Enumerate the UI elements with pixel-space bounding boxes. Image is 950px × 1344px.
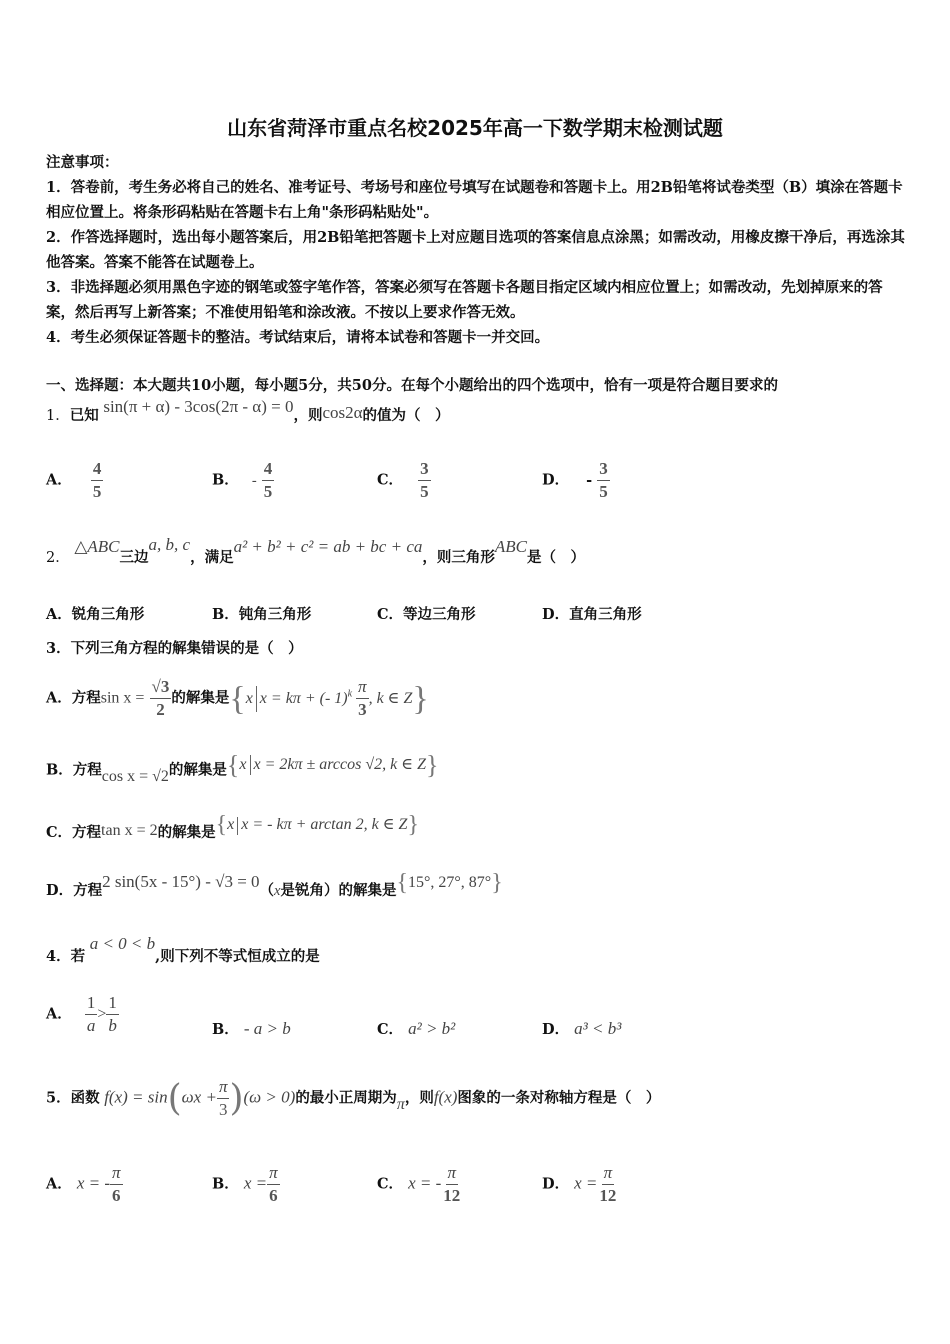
brace-left: { (215, 812, 228, 838)
q4-number: 4．若 (46, 948, 86, 965)
q1-option-a[interactable] (46, 458, 103, 503)
option-fraction (418, 458, 431, 503)
question-5 (46, 1076, 660, 1121)
option-fraction (106, 992, 119, 1037)
q2-option-d[interactable]: D．直角三角形 (542, 606, 642, 623)
option-text: 的解集是 (168, 761, 227, 779)
fraction-denominator: 12 (599, 1186, 617, 1205)
note-item: 3．非选择题必须用黑色字迹的钢笔或签字笔作答，答案必须写在答题卡各题目指定区域内相应位置上；如需改动，先划掉原来的答案，然后再写上新答案；不准使用铅笔和涂改液。不按以上要求作答无效。 (46, 279, 883, 321)
fraction-denominator: 6 (269, 1186, 278, 1205)
set-exponent: k (347, 688, 353, 700)
q1-target: cos2α (322, 403, 363, 422)
option-label: C． (377, 1175, 404, 1193)
fraction-numerator: 1 (85, 992, 98, 1015)
fraction-numerator: 4 (91, 458, 104, 481)
option-label: C． (377, 471, 404, 489)
question-2 (46, 535, 585, 567)
set-fraction (356, 676, 369, 721)
question-1 (46, 397, 450, 425)
option-text: 是锐角）的解集是 (280, 882, 397, 900)
fraction-denominator: 5 (92, 482, 102, 501)
set-expression: x = - kπ + arctan 2, k ∈ Z (241, 816, 408, 834)
option-label: A． (46, 1175, 72, 1193)
fraction-denominator: 5 (599, 482, 608, 501)
q5-option-c[interactable] (377, 1162, 462, 1207)
set-variable: x (239, 755, 247, 773)
fraction-numerator: π (602, 1162, 615, 1185)
option-expression: - a > b (243, 1019, 291, 1038)
option-text: （ (259, 882, 275, 900)
option-label: B． (212, 1175, 239, 1193)
q4-post: ,则下列不等式恒成立的是 (155, 948, 320, 965)
q3-option-d[interactable] (46, 870, 503, 905)
option-label: B．方程 (46, 761, 102, 779)
set-variable: x (227, 816, 235, 834)
q2-name: ABC (494, 537, 527, 556)
q2-text: ，满足 (190, 549, 234, 566)
option-prefix: x = (243, 1173, 268, 1193)
solution-set (396, 870, 503, 896)
brace-right: } (407, 812, 419, 838)
equation-fraction (150, 676, 172, 721)
page-title: 山东省菏泽市重点名校2025年高一下数学期末检测试题 (227, 116, 723, 140)
q1-formula: sin(π + α) - 3cos(2π - α) = 0 (103, 397, 294, 416)
set-bar (237, 817, 238, 835)
q2-sides: a, b, c (148, 535, 191, 554)
q1-option-b[interactable] (212, 458, 274, 503)
greater-than: > (97, 1005, 107, 1023)
option-label: A． (46, 1005, 72, 1023)
option-fraction (267, 1162, 280, 1207)
q1-post: 的值为（ ） (362, 407, 450, 424)
option-label: C． (377, 1021, 404, 1038)
question-3 (46, 637, 303, 658)
note-item: 1．答卷前，考生务必将自己的姓名、准考证号、考场号和座位号填写在试题卷和答题卡上。用2B铅笔将试卷类型（B）填涂在答题卡相应位置上。将条形码粘贴在答题卡右上角"条形码粘贴处"。 (46, 179, 903, 221)
note-item: 2．作答选择题时，选出每小题答案后，用2B铅笔把答题卡上对应题目选项的答案信息点涂黑；如需改动，用橡皮擦干净后，再选涂其他答案。答案不能答在试题卷上。 (46, 229, 905, 271)
fraction-denominator: 6 (112, 1186, 121, 1205)
paren-left: ( (167, 1078, 182, 1119)
option-prefix: x = - (76, 1173, 111, 1193)
q5-number: 5．函数 (46, 1089, 100, 1107)
q2-text: ，则三角形 (422, 549, 495, 566)
fraction-numerator: 3 (418, 458, 431, 481)
q5-option-a[interactable] (46, 1162, 123, 1207)
fraction-numerator: π (356, 676, 369, 699)
fraction-numerator: 4 (262, 458, 275, 481)
option-text: 的解集是 (171, 689, 230, 707)
option-fraction (597, 1162, 618, 1207)
q2-text: 三边 (119, 549, 149, 566)
option-label: D．方程 (46, 882, 103, 900)
q5-period: π (396, 1095, 405, 1113)
brace-right: } (412, 679, 429, 717)
option-expression: a³ < b³ (574, 1019, 622, 1038)
fraction-numerator: π (446, 1162, 459, 1185)
q1-pre: 已知 (69, 407, 99, 424)
set-bar (256, 686, 257, 712)
option-fraction (85, 992, 98, 1037)
q2-text: 是（ ） (526, 549, 585, 566)
note-item: 4．考生必须保证答题卡的整洁。考试结束后，请将本试卷和答题卡一并交回。 (46, 329, 550, 346)
q2-option-a[interactable]: A．锐角三角形 (46, 606, 145, 623)
q5-fraction (217, 1076, 230, 1121)
q5-inner: ωx + (181, 1087, 217, 1107)
q5-fx: f(x) (433, 1087, 458, 1107)
option-label: C．方程 (46, 824, 102, 842)
set-tail: , k ∈ Z (368, 689, 413, 707)
q4-option-b[interactable] (212, 1018, 291, 1039)
q1-mid: ，则 (293, 407, 323, 424)
brace-right: } (491, 870, 503, 896)
q3-option-b[interactable] (46, 750, 439, 786)
q1-option-d[interactable] (542, 458, 610, 503)
q3-option-c[interactable] (46, 812, 419, 847)
fraction-denominator: a (86, 1016, 96, 1035)
fraction-numerator: π (217, 1076, 230, 1099)
option-fraction (262, 458, 275, 503)
fraction-numerator: √3 (150, 676, 172, 699)
option-expression: a² > b² (408, 1019, 456, 1038)
q2-triangle: △ABC (74, 537, 120, 556)
minus-sign: - (586, 471, 593, 489)
option-label: D． (542, 471, 570, 489)
solution-set (226, 750, 439, 779)
q5-function: f(x) = sin (104, 1087, 168, 1107)
fraction-denominator: b (108, 1016, 117, 1035)
option-text: 的解集是 (157, 824, 216, 842)
notes-heading: 注意事项： (46, 154, 119, 171)
q2-number: 2． (46, 550, 70, 566)
equation: cos x = √2 (101, 767, 169, 785)
equation-left: sin x = (100, 689, 145, 707)
solution-set (229, 677, 429, 720)
fraction-numerator: π (267, 1162, 280, 1185)
section-heading: 一、选择题：本大题共10小题，每小题5分，共50分。在每个小题给出的四个选项中，恰有一项是符合题目要求的 (46, 377, 778, 394)
q4-option-c[interactable] (377, 1018, 455, 1039)
q1-number: 1． (46, 408, 70, 424)
equation: tan x = 2 (101, 822, 158, 840)
q4-option-d[interactable] (542, 1018, 621, 1039)
fraction-denominator: 3 (358, 700, 367, 720)
variable: x (274, 883, 281, 900)
fraction-denominator: 12 (443, 1186, 461, 1205)
fraction-numerator: 1 (106, 992, 119, 1015)
option-fraction (441, 1162, 462, 1207)
paren-right: ) (229, 1078, 244, 1119)
fraction-numerator: 3 (597, 458, 610, 481)
brace-left: { (229, 679, 246, 717)
set-expression: x = 2kπ ± arccos √2, k ∈ Z (253, 755, 426, 773)
set-bar (250, 755, 251, 775)
brace-left: { (226, 750, 240, 779)
option-label: D． (542, 1175, 570, 1193)
q5-option-d[interactable] (542, 1162, 618, 1207)
fraction-denominator: 5 (420, 482, 429, 501)
q5-option-b[interactable] (212, 1162, 280, 1207)
option-fraction (91, 458, 104, 503)
option-prefix: x = (574, 1173, 598, 1193)
q4-condition: a < 0 < b (89, 934, 156, 953)
option-fraction (597, 458, 610, 503)
q5-mid: 的最小正周期为 (295, 1089, 397, 1107)
question-4 (46, 934, 320, 966)
q5-post: 图象的一条对称轴方程是（ ） (457, 1089, 661, 1107)
option-label: B． (212, 471, 239, 489)
q2-formula: a² + b² + c² = ab + bc + ca (233, 537, 423, 556)
solution-set (215, 812, 419, 838)
option-label: B． (212, 1021, 239, 1038)
q2-option-c[interactable]: C．等边三角形 (377, 606, 476, 623)
brace-left: { (396, 870, 408, 896)
fraction-denominator: 5 (263, 482, 273, 501)
brace-right: } (425, 750, 439, 779)
option-prefix: x = - (408, 1173, 442, 1193)
option-label: D． (542, 1021, 570, 1038)
fraction-denominator: 3 (218, 1100, 228, 1119)
q1-option-c[interactable] (377, 458, 431, 503)
fraction-denominator: 2 (156, 700, 165, 719)
option-label: A．方程 (46, 689, 101, 707)
q3-stem: 3．下列三角方程的解集错误的是（ ） (46, 640, 303, 657)
set-variable: x (245, 689, 253, 707)
set-expression: x = kπ + (- 1) (259, 689, 348, 707)
option-fraction (110, 1162, 123, 1207)
set-expression: 15°, 27°, 87° (408, 874, 492, 892)
q4-option-a[interactable] (46, 992, 119, 1037)
notes-block (46, 150, 906, 350)
minus-sign: - (251, 472, 257, 489)
q2-option-b[interactable]: B．钝角三角形 (212, 606, 312, 623)
option-label: A． (46, 471, 72, 489)
q5-mid2: ，则 (404, 1089, 434, 1107)
fraction-numerator: π (110, 1162, 123, 1185)
q5-condition: (ω > 0) (243, 1087, 296, 1107)
equation: 2 sin(5x - 15°) - √3 = 0 (102, 872, 260, 892)
q3-option-a[interactable] (46, 676, 429, 721)
